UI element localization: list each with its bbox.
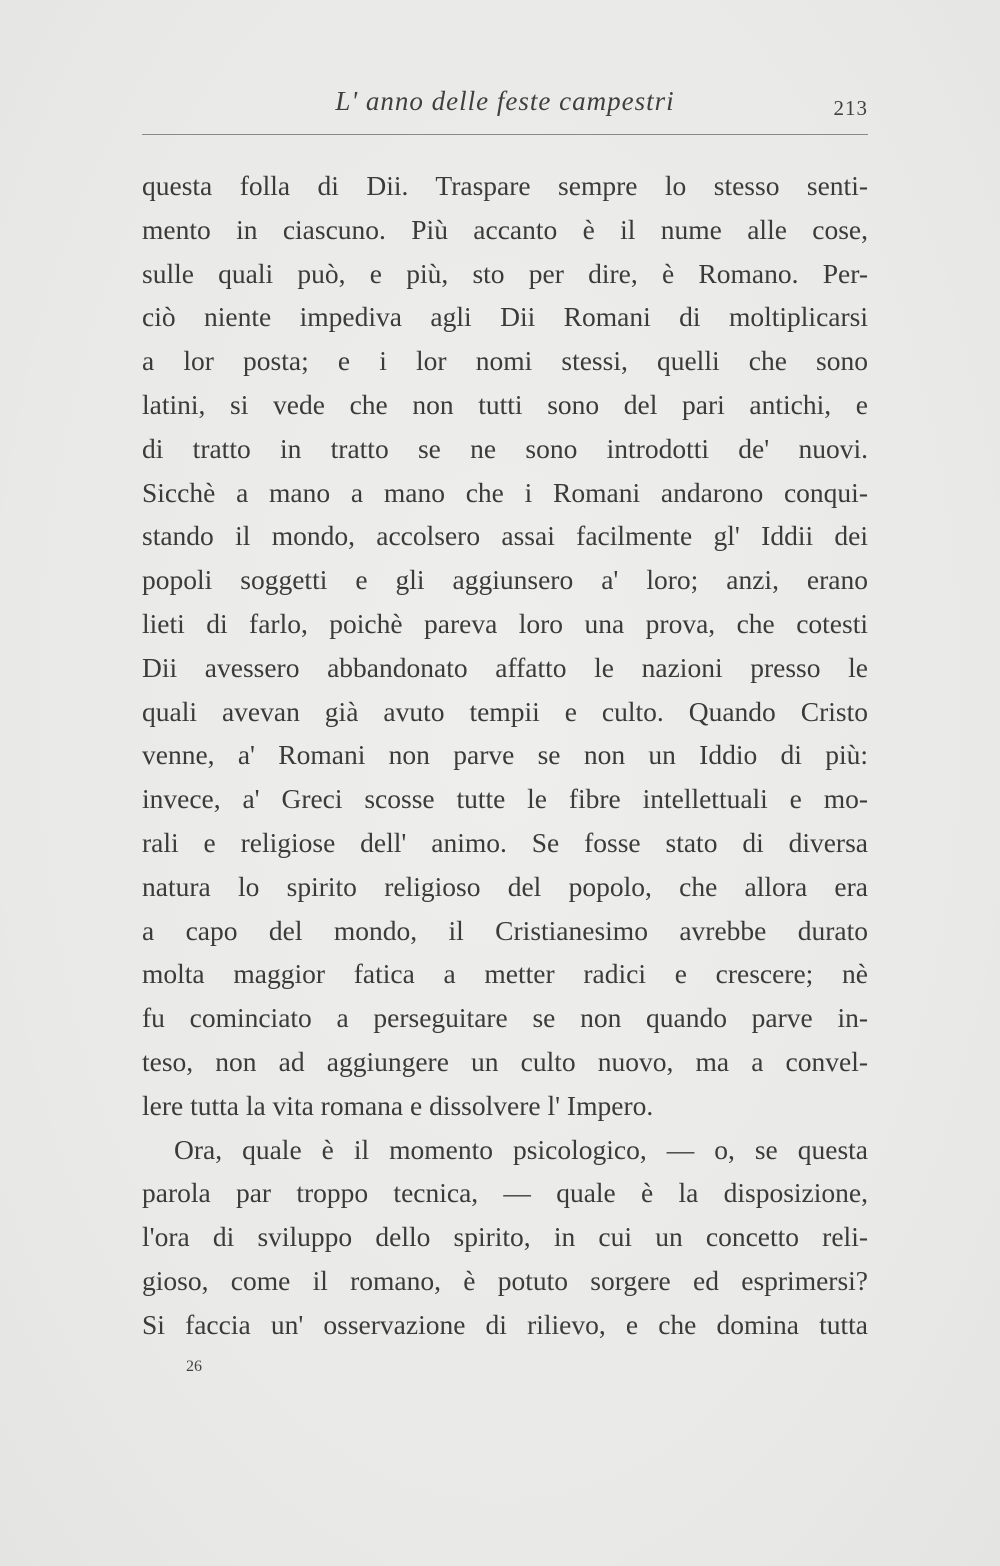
text-line: Si faccia un' osservazione di rilievo, e che domina tutta xyxy=(142,1308,868,1340)
text-line: quali avevan già avuto tempii e culto. Quando Cristo xyxy=(142,695,868,727)
body-text xyxy=(142,164,868,1347)
text-line: rali e religiose dell' animo. Se fosse stato di diversa xyxy=(142,826,868,858)
text-line: Sicchè a mano a mano che i Romani andarono conqui- xyxy=(142,476,868,508)
signature-mark: 26 xyxy=(186,1358,202,1375)
text-line: lieti di farlo, poichè pareva loro una prova, che cotesti xyxy=(142,607,868,639)
text-line: ciò niente impediva agli Dii Romani di moltiplicarsi xyxy=(142,301,868,333)
text-line: venne, a' Romani non parve se non un Iddio di più: xyxy=(142,739,868,771)
text-line: a capo del mondo, il Cristianesimo avrebbe durato xyxy=(142,914,868,946)
text-line: Ora, quale è il momento psicologico, — o, se questa xyxy=(174,1133,868,1165)
text-line: gioso, come il romano, è potuto sorgere ed esprimersi? xyxy=(142,1264,868,1296)
text-line: teso, non ad aggiungere un culto nuovo, ma a convel- xyxy=(142,1045,868,1077)
running-head xyxy=(142,86,868,122)
text-line: popoli soggetti e gli aggiunsero a' loro; anzi, erano xyxy=(142,564,868,596)
text-line: natura lo spirito religioso del popolo, che allora era xyxy=(142,870,868,902)
text-line: l'ora di sviluppo dello spirito, in cui un concetto reli- xyxy=(142,1221,868,1253)
text-line: parola par troppo tecnica, — quale è la disposizione, xyxy=(142,1177,868,1209)
text-line: molta maggior fatica a metter radici e crescere; nè xyxy=(142,958,868,990)
text-line: Dii avessero abbandonato affatto le nazioni presso le xyxy=(142,651,868,683)
text-line: fu cominciato a perseguitare se non quando parve in- xyxy=(142,1002,868,1034)
text-line: invece, a' Greci scosse tutte le fibre intellettuali e mo- xyxy=(142,783,868,815)
header-rule xyxy=(142,134,868,135)
text-line: sulle quali può, e più, sto per dire, è Romano. Per- xyxy=(142,257,868,289)
text-line: stando il mondo, accolsero assai facilmente gl' Iddii dei xyxy=(142,520,868,552)
page-number: 213 xyxy=(833,96,868,120)
text-line: lere tutta la vita romana e dissolvere l' Impero. xyxy=(142,1089,654,1121)
running-title: L' anno delle feste campestri xyxy=(335,86,675,116)
text-line: latini, si vede che non tutti sono del pari antichi, e xyxy=(142,388,868,420)
text-line: mento in ciascuno. Più accanto è il nume alle cose, xyxy=(142,213,868,245)
text-line: questa folla di Dii. Traspare sempre lo stesso senti- xyxy=(142,170,868,201)
text-line: a lor posta; e i lor nomi stessi, quelli che sono xyxy=(142,345,868,377)
text-line: di tratto in tratto se ne sono introdotti de' nuovi. xyxy=(142,432,868,464)
